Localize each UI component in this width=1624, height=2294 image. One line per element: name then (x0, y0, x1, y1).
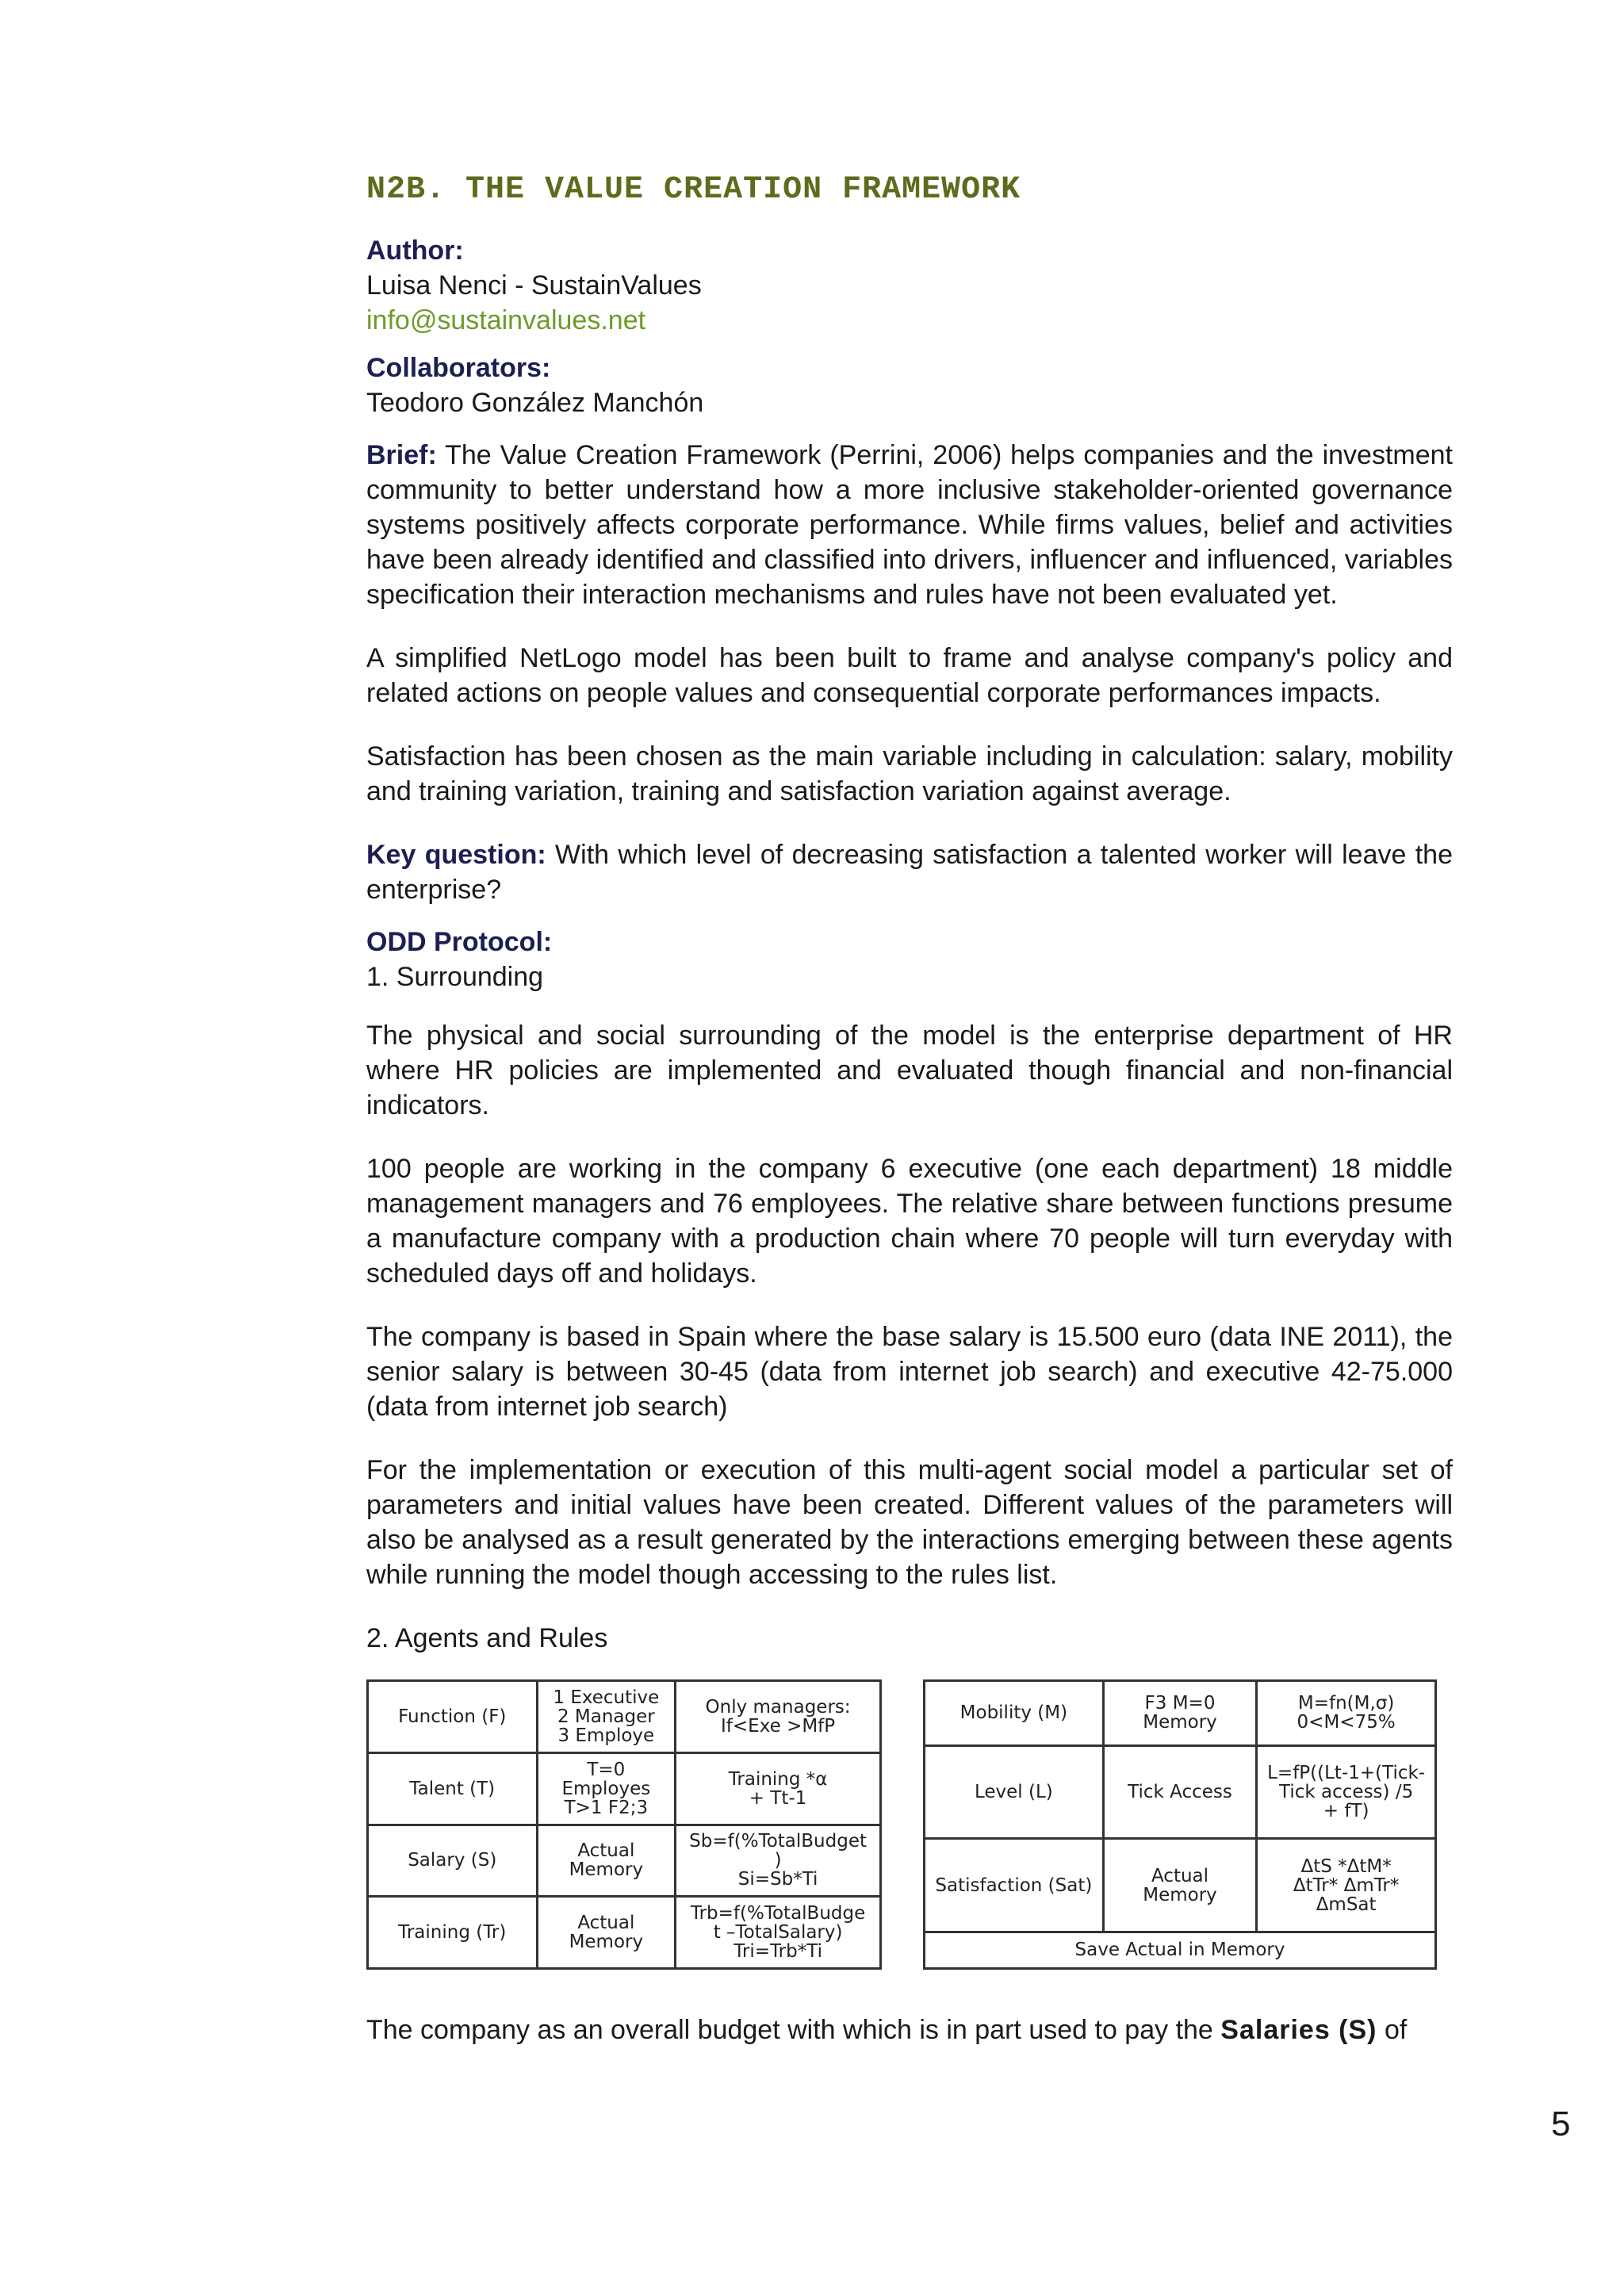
odd-label: ODD Protocol: (366, 927, 553, 957)
closing-tail: of (1384, 2015, 1408, 2045)
page-title: N2B. THE VALUE CREATION FRAMEWORK (366, 172, 1021, 208)
brief-label: Brief: (366, 440, 437, 470)
agents-rules-tables (366, 1679, 1453, 1973)
table-cell: M=fn(M,σ) 0<M<75% (1257, 1681, 1436, 1746)
table-cell: L=fP((Lt-1+(Tick- Tick access) /5 + fT) (1257, 1745, 1436, 1839)
table-cell: Actual Memory (537, 1897, 676, 1969)
table-cell: Trb=f(%TotalBudge t –TotalSalary) Tri=Trb*Ti (676, 1897, 881, 1969)
table-row (368, 1825, 881, 1897)
table-cell: Training *α + Tt-1 (676, 1752, 881, 1825)
table-cell: ΔtS *ΔtM* ΔtTr* ΔmTr* ΔmSat (1257, 1839, 1436, 1932)
table-cell: 1 Executive 2 Manager 3 Employe (537, 1681, 676, 1753)
table-row (925, 1839, 1436, 1932)
section-agents-heading: 2. Agents and Rules (366, 1623, 608, 1653)
table-cell: Actual Memory (1103, 1839, 1257, 1932)
table-cell: Sb=f(%TotalBudget ) Si=Sb*Ti (676, 1825, 881, 1897)
table-row (925, 1745, 1436, 1839)
table-cell: F3 M=0 Memory (1103, 1681, 1257, 1746)
surrounding-paragraph-4: For the implementation or execution of this multi-agent social model a particular set of parameters and initial values have been created. Different values of the parameters will also be analysed as a result generated by the interactions emerging between these agents while running the model though accessing to the rules list. (366, 1455, 1453, 1590)
agents-table-right (923, 1679, 1437, 1970)
table-cell: Function (F) (368, 1681, 538, 1753)
table-cell: Talent (T) (368, 1752, 538, 1825)
table-row (368, 1681, 881, 1753)
author-label: Author: (366, 236, 464, 266)
table-row (925, 1681, 1436, 1746)
collaborators-name: Teodoro González Manchón (366, 388, 704, 418)
section-surrounding-heading: 1. Surrounding (366, 962, 544, 992)
satisfaction-paragraph: Satisfaction has been chosen as the main variable including in calculation: salary, mobility and training variation, training and satisfaction variation against average. (366, 741, 1453, 806)
collaborators-label: Collaborators: (366, 353, 551, 383)
table-cell: Actual Memory (537, 1825, 676, 1897)
table-cell: Tick Access (1103, 1745, 1257, 1839)
key-question-text: With which level of decreasing satisfaction a talented worker will leave the enterprise? (366, 840, 1453, 905)
table-cell: Level (L) (925, 1745, 1104, 1839)
agents-table-left (366, 1679, 882, 1970)
table-cell: Salary (S) (368, 1825, 538, 1897)
netlogo-paragraph: A simplified NetLogo model has been built to frame and analyse company's policy and related actions on people values and consequential corporate performances impacts. (366, 643, 1453, 708)
surrounding-paragraph-2: 100 people are working in the company 6 executive (one each department) 18 middle management managers and 76 employees. The relative share between functions presume a manufacture company with a production chain where 70 people will turn everyday with scheduled days off and holidays. (366, 1154, 1453, 1289)
closing-text: The company as an overall budget with which is in part used to pay the (366, 2015, 1213, 2045)
table-footer-row (925, 1932, 1436, 1968)
table-cell: Satisfaction (Sat) (925, 1839, 1104, 1932)
key-question-paragraph (366, 837, 1453, 907)
closing-bold-term: Salaries (S) (1220, 2015, 1377, 2045)
surrounding-paragraph-3: The company is based in Spain where the base salary is 15.500 euro (data INE 2011), the senior salary is between 30-45 (data from internet job search) and executive 42-75.000 (data from internet job search) (366, 1322, 1453, 1422)
odd-heading-block (366, 925, 1453, 994)
table-cell: Mobility (M) (925, 1681, 1104, 1746)
table-cell: Only managers: If<Exe >MfP (676, 1681, 881, 1753)
table-row (368, 1752, 881, 1825)
table-cell: Training (Tr) (368, 1897, 538, 1969)
author-name: Luisa Nenci - SustainValues (366, 270, 702, 301)
surrounding-paragraph-1: The physical and social surrounding of the model is the enterprise department of HR where HR policies are implemented and evaluated though financial and non-financial indicators. (366, 1021, 1453, 1120)
closing-paragraph (366, 2013, 1453, 2047)
author-email-link[interactable]: info@sustainvalues.net (366, 305, 646, 335)
key-question-label: Key question: (366, 840, 546, 870)
brief-paragraph (366, 438, 1453, 612)
table-cell: T=0 Employes T>1 F2;3 (537, 1752, 676, 1825)
page-number: 5 (1551, 2104, 1571, 2143)
table-footer-cell: Save Actual in Memory (925, 1932, 1436, 1968)
author-block (366, 233, 1453, 338)
document-page (366, 170, 1453, 2076)
brief-text: The Value Creation Framework (Perrini, 2006) helps companies and the investment community to better understand how a more inclusive stakeholder-oriented governance systems positively affects corporate performance. While firms values, belief and activities have been already identified and classified into drivers, influencer and influenced, variables specification their interaction mechanisms and rules have not been evaluated yet. (366, 440, 1453, 610)
collaborators-block (366, 350, 1453, 420)
table-row (368, 1897, 881, 1969)
